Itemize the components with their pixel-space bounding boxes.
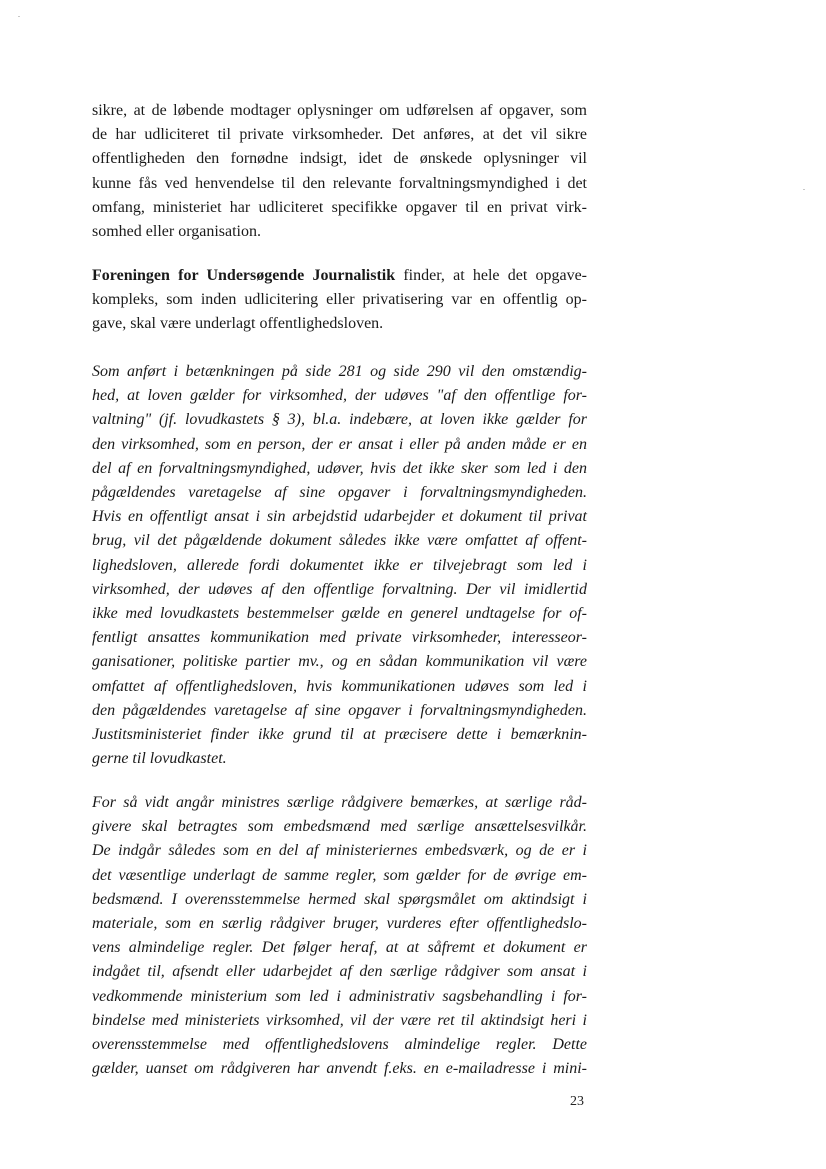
text-line: Hvis en offentligt ansat i sin arbejdstid udarbejder et dokument til privat <box>92 508 587 526</box>
organization-name: Foreningen for Undersøgende Journalistik <box>92 267 396 284</box>
text-line: givere skal betragtes som embedsmænd med særlige ansættelsesvilkår. <box>92 818 587 836</box>
text-line: omfattet af offentlighedsloven, hvis kommunikationen udøves som led i <box>92 677 587 695</box>
text-line: valtning" (jf. lovudkastets § 3), bl.a. indebære, at loven ikke gælder for <box>92 411 587 429</box>
text-line: den pågældendes varetagelse af sine opgaver i forvaltningsmyndigheden. <box>92 701 587 719</box>
text-line: gælder, uanset om rådgiveren har anvendt f.eks. en e-mailadresse i mini- <box>92 1060 587 1078</box>
text-line: gerne til lovudkastet. <box>92 750 227 768</box>
text-line: somhed eller organisation. <box>92 223 261 241</box>
text-line: Som anført i betænkningen på side 281 og side 290 vil den omstændig- <box>92 363 587 380</box>
text-line: de har udliciteret til private virksomheder. Det anføres, at det vil sikre <box>92 126 587 144</box>
text-line: For så vidt angår ministres særlige rådgivere bemærkes, at særlige råd- <box>92 794 587 811</box>
text-line: ganisationer, politiske partier mv., og en sådan kommunikation vil være <box>92 653 587 671</box>
text-line <box>92 264 587 288</box>
text-line: De indgår således som en del af ministeriernes embedsværk, og de er i <box>92 842 587 860</box>
text-line: vedkommende ministerium som led i administrativ sagsbehandling i for- <box>92 987 587 1005</box>
paragraph-2 <box>92 264 587 337</box>
text-line: den virksomhed, som en person, der er ansat i eller på anden måde er en <box>92 435 587 453</box>
text-line: del af en forvaltningsmyndighed, udøver, hvis det ikke sker som led i den <box>92 459 587 477</box>
text-line: ikke med lovudkastets bestemmelser gælde en generel undtagelse for of- <box>92 605 587 623</box>
text-line: offentligheden den fornødne indsigt, idet de ønskede oplysninger vil <box>92 150 587 168</box>
text-line: sikre, at de løbende modtager oplysninger om udførelsen af opgaver, som <box>92 102 587 119</box>
text-line: Justitsministeriet finder ikke grund til at præcisere dette i bemærknin- <box>92 726 587 744</box>
text-line: hed, at loven gælder for virksomhed, der udøves "af den offentlige for- <box>92 387 587 405</box>
text-line: pågældendes varetagelse af sine opgaver i forvaltningsmyndigheden. <box>92 484 587 502</box>
text-line: materiale, som en særlig rådgiver bruger, vurderes efter offentlighedslo- <box>92 915 587 933</box>
text-line: indgået til, afsendt eller udarbejdet af den særlige rådgiver som ansat i <box>92 963 587 981</box>
text-fragment: finder, at hele det opgave- <box>395 267 587 284</box>
paragraph-3 <box>92 360 587 771</box>
text-line: kompleks, som inden udlicitering eller privatisering var en offentlig op- <box>92 291 587 309</box>
text-line: omfang, ministeriet har udliciteret specifikke opgaver til en privat virk- <box>92 198 587 216</box>
paragraph-4 <box>92 791 587 1081</box>
page-number: 23 <box>570 1094 584 1109</box>
scan-speck <box>803 189 805 190</box>
scan-speck <box>18 16 20 17</box>
text-line: lighedsloven, allerede fordi dokumentet ikke er tilvejebragt som led i <box>92 556 587 574</box>
text-line: vens almindelige regler. Det følger heraf, at at såfremt et dokument er <box>92 939 587 957</box>
text-line: gave, skal være underlagt offentlighedsloven. <box>92 315 384 333</box>
text-line: overensstemmelse med offentlighedslovens almindelige regler. Dette <box>92 1036 587 1054</box>
text-line: bindelse med ministeriets virksomhed, vil der være ret til aktindsigt heri i <box>92 1011 587 1029</box>
text-line: fentligt ansattes kommunikation med private virksomheder, interesseor- <box>92 629 587 647</box>
text-line: det væsentlige underlagt de samme regler, som gælder for de øvrige em- <box>92 866 587 884</box>
paragraph-1 <box>92 99 587 244</box>
text-line: virksomhed, der udøves af den offentlige forvaltning. Der vil imidlertid <box>92 580 587 598</box>
text-line: brug, vil det pågældende dokument således ikke være omfattet af offent- <box>92 532 587 550</box>
text-line: kunne fås ved henvendelse til den relevante forvaltningsmyndighed i det <box>92 174 587 192</box>
text-line: bedsmænd. I overensstemmelse hermed skal spørgsmålet om aktindsigt i <box>92 890 587 908</box>
